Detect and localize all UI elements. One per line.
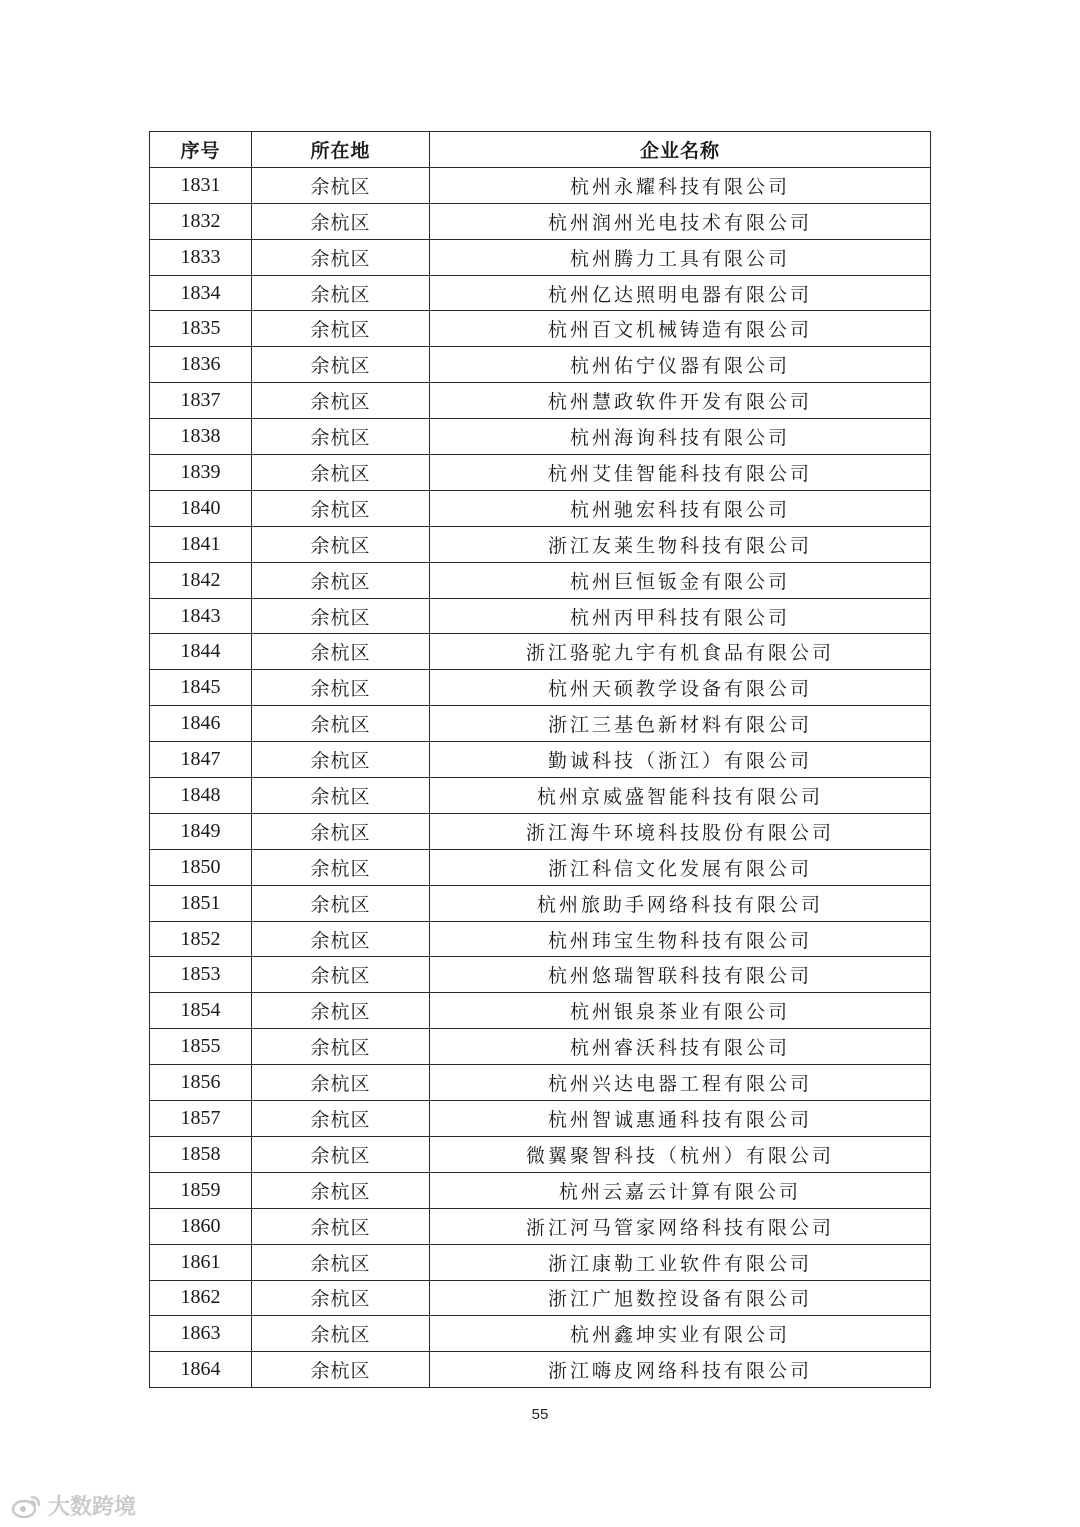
cell-company: 浙江友莱生物科技有限公司	[430, 526, 931, 562]
cell-company: 杭州丙甲科技有限公司	[430, 598, 931, 634]
cell-seq: 1844	[150, 634, 252, 670]
cell-seq: 1839	[150, 455, 252, 491]
cell-location: 余杭区	[252, 1172, 430, 1208]
cell-seq: 1856	[150, 1065, 252, 1101]
table-row	[150, 455, 931, 491]
table-row	[150, 347, 931, 383]
cell-location: 余杭区	[252, 203, 430, 239]
cell-seq: 1857	[150, 1101, 252, 1137]
cell-company: 杭州天硕教学设备有限公司	[430, 670, 931, 706]
cell-location: 余杭区	[252, 1029, 430, 1065]
table-row	[150, 993, 931, 1029]
cell-seq: 1864	[150, 1352, 252, 1388]
watermark	[12, 1490, 136, 1521]
table-row	[150, 921, 931, 957]
cell-company: 杭州永耀科技有限公司	[430, 167, 931, 203]
cell-location: 余杭区	[252, 706, 430, 742]
cell-company: 杭州睿沃科技有限公司	[430, 1029, 931, 1065]
cell-location: 余杭区	[252, 347, 430, 383]
cell-seq: 1845	[150, 670, 252, 706]
cell-location: 余杭区	[252, 778, 430, 814]
cell-seq: 1837	[150, 383, 252, 419]
cell-company: 浙江海牛环境科技股份有限公司	[430, 813, 931, 849]
cell-seq: 1848	[150, 778, 252, 814]
cell-company: 杭州京威盛智能科技有限公司	[430, 778, 931, 814]
cell-location: 余杭区	[252, 1208, 430, 1244]
cell-seq: 1853	[150, 957, 252, 993]
table-row	[150, 849, 931, 885]
cell-seq: 1841	[150, 526, 252, 562]
table-row	[150, 742, 931, 778]
cell-location: 余杭区	[252, 1065, 430, 1101]
cell-company: 杭州腾力工具有限公司	[430, 239, 931, 275]
cell-location: 余杭区	[252, 490, 430, 526]
cell-company: 杭州驰宏科技有限公司	[430, 490, 931, 526]
table-header-row	[150, 132, 931, 168]
table-row	[150, 167, 931, 203]
table-row	[150, 1352, 931, 1388]
cell-seq: 1849	[150, 813, 252, 849]
table-row	[150, 383, 931, 419]
cell-seq: 1840	[150, 490, 252, 526]
cell-company: 杭州玮宝生物科技有限公司	[430, 921, 931, 957]
cell-seq: 1858	[150, 1136, 252, 1172]
enterprise-table-container	[149, 131, 930, 1388]
cell-location: 余杭区	[252, 1316, 430, 1352]
cell-seq: 1842	[150, 562, 252, 598]
cell-location: 余杭区	[252, 885, 430, 921]
table-row	[150, 778, 931, 814]
table-row	[150, 634, 931, 670]
cell-seq: 1831	[150, 167, 252, 203]
table-row	[150, 275, 931, 311]
cell-company: 杭州百文机械铸造有限公司	[430, 311, 931, 347]
table-row	[150, 957, 931, 993]
cell-company: 浙江康勒工业软件有限公司	[430, 1244, 931, 1280]
table-row	[150, 1208, 931, 1244]
cell-seq: 1846	[150, 706, 252, 742]
cell-company: 杭州润州光电技术有限公司	[430, 203, 931, 239]
cell-company: 杭州海询科技有限公司	[430, 419, 931, 455]
cell-seq: 1832	[150, 203, 252, 239]
table-body	[150, 167, 931, 1387]
cell-seq: 1847	[150, 742, 252, 778]
cell-company: 浙江广旭数控设备有限公司	[430, 1280, 931, 1316]
table-row	[150, 1316, 931, 1352]
cell-seq: 1835	[150, 311, 252, 347]
page-number: 55	[531, 1406, 549, 1423]
cell-location: 余杭区	[252, 634, 430, 670]
cell-seq: 1836	[150, 347, 252, 383]
cell-location: 余杭区	[252, 311, 430, 347]
table-row	[150, 419, 931, 455]
cell-location: 余杭区	[252, 921, 430, 957]
table-row	[150, 813, 931, 849]
table-row	[150, 1280, 931, 1316]
table-row	[150, 311, 931, 347]
cell-location: 余杭区	[252, 455, 430, 491]
cell-company: 杭州银泉茶业有限公司	[430, 993, 931, 1029]
cell-seq: 1834	[150, 275, 252, 311]
cell-company: 浙江河马管家网络科技有限公司	[430, 1208, 931, 1244]
cell-location: 余杭区	[252, 239, 430, 275]
cell-location: 余杭区	[252, 383, 430, 419]
cell-location: 余杭区	[252, 849, 430, 885]
table-row	[150, 1136, 931, 1172]
table-row	[150, 1244, 931, 1280]
table-row	[150, 562, 931, 598]
table-row	[150, 885, 931, 921]
cell-company: 浙江三基色新材料有限公司	[430, 706, 931, 742]
cell-location: 余杭区	[252, 1352, 430, 1388]
cell-seq: 1850	[150, 849, 252, 885]
cell-seq: 1861	[150, 1244, 252, 1280]
cell-seq: 1854	[150, 993, 252, 1029]
cell-location: 余杭区	[252, 598, 430, 634]
cell-seq: 1833	[150, 239, 252, 275]
header-location: 所在地	[252, 132, 430, 168]
table-row	[150, 1029, 931, 1065]
cell-company: 浙江科信文化发展有限公司	[430, 849, 931, 885]
cell-company: 浙江骆驼九宇有机食品有限公司	[430, 634, 931, 670]
enterprise-table	[149, 131, 931, 1388]
cell-location: 余杭区	[252, 742, 430, 778]
cell-company: 杭州巨恒钣金有限公司	[430, 562, 931, 598]
cell-company: 勤诚科技（浙江）有限公司	[430, 742, 931, 778]
cell-location: 余杭区	[252, 957, 430, 993]
weibo-logo-icon	[12, 1493, 42, 1519]
cell-company: 杭州智诚惠通科技有限公司	[430, 1101, 931, 1137]
cell-company: 杭州亿达照明电器有限公司	[430, 275, 931, 311]
cell-company: 杭州艾佳智能科技有限公司	[430, 455, 931, 491]
cell-seq: 1852	[150, 921, 252, 957]
cell-seq: 1859	[150, 1172, 252, 1208]
cell-company: 杭州云嘉云计算有限公司	[430, 1172, 931, 1208]
cell-seq: 1863	[150, 1316, 252, 1352]
cell-location: 余杭区	[252, 419, 430, 455]
cell-location: 余杭区	[252, 1280, 430, 1316]
table-row	[150, 1172, 931, 1208]
table-row	[150, 239, 931, 275]
header-company: 企业名称	[430, 132, 931, 168]
cell-seq: 1843	[150, 598, 252, 634]
table-row	[150, 203, 931, 239]
cell-company: 杭州兴达电器工程有限公司	[430, 1065, 931, 1101]
cell-company: 杭州悠瑞智联科技有限公司	[430, 957, 931, 993]
cell-location: 余杭区	[252, 275, 430, 311]
watermark-text: 大数跨境	[48, 1495, 137, 1520]
cell-location: 余杭区	[252, 167, 430, 203]
cell-seq: 1860	[150, 1208, 252, 1244]
table-row	[150, 670, 931, 706]
table-row	[150, 490, 931, 526]
table-row	[150, 1101, 931, 1137]
cell-company: 杭州慧政软件开发有限公司	[430, 383, 931, 419]
cell-location: 余杭区	[252, 1244, 430, 1280]
header-seq: 序号	[150, 132, 252, 168]
cell-location: 余杭区	[252, 1101, 430, 1137]
table-row	[150, 526, 931, 562]
cell-seq: 1862	[150, 1280, 252, 1316]
cell-seq: 1851	[150, 885, 252, 921]
cell-location: 余杭区	[252, 813, 430, 849]
table-row	[150, 598, 931, 634]
cell-location: 余杭区	[252, 1136, 430, 1172]
table-row	[150, 1065, 931, 1101]
cell-location: 余杭区	[252, 526, 430, 562]
cell-company: 杭州佑宁仪器有限公司	[430, 347, 931, 383]
cell-location: 余杭区	[252, 562, 430, 598]
table-row	[150, 706, 931, 742]
cell-seq: 1855	[150, 1029, 252, 1065]
cell-location: 余杭区	[252, 993, 430, 1029]
cell-company: 微翼聚智科技（杭州）有限公司	[430, 1136, 931, 1172]
cell-company: 浙江嗨皮网络科技有限公司	[430, 1352, 931, 1388]
cell-location: 余杭区	[252, 670, 430, 706]
cell-company: 杭州旅助手网络科技有限公司	[430, 885, 931, 921]
cell-seq: 1838	[150, 419, 252, 455]
cell-company: 杭州鑫坤实业有限公司	[430, 1316, 931, 1352]
